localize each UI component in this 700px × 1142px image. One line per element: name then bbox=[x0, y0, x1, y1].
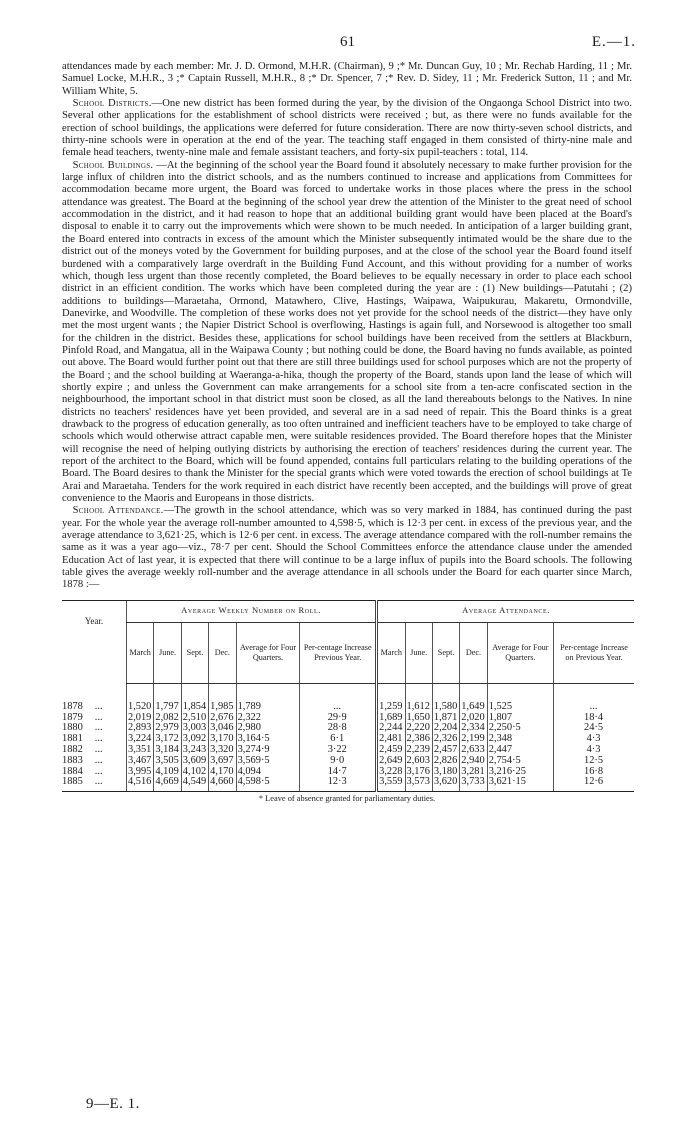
row-year bbox=[62, 777, 127, 791]
leader-dots: ... bbox=[94, 700, 103, 712]
roll-cell-2: 4,549 bbox=[181, 777, 208, 791]
year-value: 1881 bbox=[62, 733, 83, 745]
leader-dots: ... bbox=[94, 722, 103, 734]
roll-cell-3: 3,697 bbox=[209, 756, 236, 767]
text-school-buildings: —At the beginning of the school year the Board found it absolutely necessary to make further provision for the large influx of children into the district schools, and as the numbers continued to increase and applications from Committees for accommodation became more urgent, the Board was forced to undertake works in those places where the press in the school attendance was greatest. The Board at the beginning of the school year drew the attention of the Minister to the great need of school accommodation in the district, and it had reason to hope that an additional building grant would have been placed at the Board's disposal to enable it to carry out the improvements which were shown to be much needed. In anticipation of a larger building grant, the Board entered into contracts in excess of the amount which the Minister subsequently intimated would be the share due to the district out of the moneys voted by the Government for building purposes, and at the close of the school year the Board found itself burdened with a comparatively large overdraft in the Building Fund Account, and this without providing for a number of works which, though less urgent than those recently completed, the Board believes to be equally necessary in order to place each school district in an efficient condition. The works which have been completed during the year are : (1) New buildings—Patutahi ; (2) additions to buildings—Maraetaha, Ormond, Matawhero, Clive, Hastings, Waipawa, Waipukurau, Makaretu, Ormondville, Danevirke, and Woodville. The completion of these works does not yet provide for the school needs of the district—they have only met the most urgent wants ; the Napier District School is overflowing, Hastings is again full, and Norsewood is altogether too small for the children in the district. Besides these, applications for school buildings have been received from the settlers at Blackburn, Pinfold Road, and Mangatua, all in the Waipawa County ; but nothing could be done, the Board having no funds available, as pointed out above. The Board would further point out that there are still three buildings used for school purposes which are not the property of the Board ; and the school building at Waeranga-a-hika, though the property of the Board, stands upon land the lease of which will shortly expire ; and unless the Government can make arrangements for a school site from a ten-acre confiscated section in the neighbourhood, the important school in that district must soon be closed, as all the land thereabouts belongs to the Natives. In nine districts no teachers' residences have yet been provided, and several are in a sad need of repair. This the Board thinks is a great drawback to the progress of education generally, as too often untrained and inefficient teachers have to be employed to take charge of schools which would otherwise attract capable men, were suitable residences provided. The Board therefore hopes that the Minister will recognise the need of helping outlying districts by authorising the erection of teachers' residences during the current year. The report of the architect to the Board, which will be found appended, contains full particulars relating to the building operations of the Board. The Board desires to thank the Minister for the special grants which were voted towards the erection of school buildings at Te Arai and Maraetaha. Tenders for the work required in each district have recently been accepted, and the buildings will prove of great convenience to the Maoris and Europeans in those districts. bbox=[62, 159, 632, 505]
roll-cell-2: 3,092 bbox=[181, 734, 208, 745]
att-cell-1: 2,386 bbox=[405, 734, 432, 745]
att-cell-4: 2,250·5 bbox=[487, 723, 553, 734]
att-cell-5: 4·3 bbox=[554, 734, 634, 745]
year-value: 1878 bbox=[62, 700, 83, 712]
att-cell-2: 1,871 bbox=[432, 713, 459, 724]
page-header bbox=[62, 34, 636, 56]
footnote: * Leave of absence granted for parliamentary duties. bbox=[258, 794, 436, 804]
roll-cell-1: 2,979 bbox=[154, 723, 181, 734]
row-year bbox=[62, 683, 127, 712]
roll-cell-3: 3,170 bbox=[209, 734, 236, 745]
header-att-march: March bbox=[377, 622, 405, 683]
header-year: Year. bbox=[62, 600, 127, 683]
roll-cell-3: 1,985 bbox=[209, 683, 236, 712]
roll-cell-2: 3,609 bbox=[181, 756, 208, 767]
att-cell-2: 2,457 bbox=[432, 745, 459, 756]
table-body bbox=[62, 683, 634, 791]
heading-school-attendance: School Attendance. bbox=[72, 505, 164, 517]
att-cell-5: 16·8 bbox=[554, 767, 634, 778]
leader-dots: ... bbox=[94, 776, 103, 788]
header-att-average: Average for Four Quarters. bbox=[487, 622, 553, 683]
roll-cell-1: 4,109 bbox=[154, 767, 181, 778]
roll-cell-0: 3,995 bbox=[127, 767, 154, 778]
roll-cell-5: 29·9 bbox=[300, 713, 377, 724]
roll-cell-5: 6·1 bbox=[300, 734, 377, 745]
year-value: 1885 bbox=[62, 776, 83, 788]
att-cell-4: 2,348 bbox=[487, 734, 553, 745]
table-row bbox=[62, 756, 634, 767]
roll-cell-2: 2,510 bbox=[181, 713, 208, 724]
roll-cell-0: 2,019 bbox=[127, 713, 154, 724]
roll-cell-3: 3,046 bbox=[209, 723, 236, 734]
roll-cell-1: 1,797 bbox=[154, 683, 181, 712]
att-cell-4: 1,807 bbox=[487, 713, 553, 724]
page bbox=[62, 34, 636, 804]
att-cell-1: 2,239 bbox=[405, 745, 432, 756]
roll-cell-1: 3,184 bbox=[154, 745, 181, 756]
att-cell-4: 3,621·15 bbox=[487, 777, 553, 791]
att-cell-0: 3,228 bbox=[377, 767, 405, 778]
text-school-attendance: —The growth in the school attendance, which was so very marked in 1884, has continued during the past year. For the whole year the average roll-number amounted to 4,598·5, which is 12·3 per cent. in excess of the previous year, and the average attendance to 3,621·25, which is 12·6 per cent. in excess. The average attendance compared with the roll-number remains the same as it was a year ago—viz., 78·7 per cent. Should the School Committees enforce the attendance clause under the amended Education Act of last year, it is expected that there will continue to be a large influx of pupils into the Board schools. The following table gives the average weekly roll-number and the average attendance in all schools under the Board for each quarter since March, 1878 :— bbox=[62, 505, 632, 591]
roll-cell-0: 1,520 bbox=[127, 683, 154, 712]
page-reference: E.—1. bbox=[591, 34, 636, 50]
att-cell-3: 2,020 bbox=[460, 713, 487, 724]
roll-cell-3: 2,676 bbox=[209, 713, 236, 724]
roll-cell-3: 4,660 bbox=[209, 777, 236, 791]
att-cell-2: 1,580 bbox=[432, 683, 459, 712]
roll-cell-3: 3,320 bbox=[209, 745, 236, 756]
heading-school-buildings: School Buildings. bbox=[72, 159, 154, 171]
roll-cell-1: 3,505 bbox=[154, 756, 181, 767]
att-cell-2: 3,180 bbox=[432, 767, 459, 778]
att-cell-2: 2,826 bbox=[432, 756, 459, 767]
roll-cell-5: 9·0 bbox=[300, 756, 377, 767]
att-cell-5: 18·4 bbox=[554, 713, 634, 724]
att-cell-3: 2,633 bbox=[460, 745, 487, 756]
att-cell-1: 1,612 bbox=[405, 683, 432, 712]
att-cell-3: 2,199 bbox=[460, 734, 487, 745]
header-roll-sept: Sept. bbox=[181, 622, 208, 683]
report-body bbox=[62, 61, 632, 592]
roll-cell-5: 12·3 bbox=[300, 777, 377, 791]
att-cell-1: 3,573 bbox=[405, 777, 432, 791]
leader-dots: ... bbox=[94, 765, 103, 777]
paragraph-attendances: attendances made by each member: Mr. J. D. Ormond, M.H.R. (Chairman), 9 ;* Mr. Duncan Guy, 10 ; Mr. Rechab Harding, 11 ; Mr. Samuel Locke, M.H.R., 3 ;* Captain Russell, M.H.R., 8 ;* Dr. Spencer, 7 ;* Rev. D. Sidey, 11 ; Mr. Frederick Sutton, 11 ; and Mr. William White, 5. bbox=[62, 61, 632, 97]
table-row bbox=[62, 777, 634, 791]
group-header-attendance: Average Attendance. bbox=[377, 600, 634, 622]
roll-cell-0: 3,351 bbox=[127, 745, 154, 756]
header-roll-percentage: Per-centage Increase Previous Year. bbox=[300, 622, 377, 683]
att-cell-3: 3,733 bbox=[460, 777, 487, 791]
header-roll-average: Average for Four Quarters. bbox=[236, 622, 300, 683]
att-cell-3: 3,281 bbox=[460, 767, 487, 778]
year-value: 1882 bbox=[62, 743, 83, 755]
group-header-roll: Average Weekly Number on Roll. bbox=[127, 600, 377, 622]
att-cell-5: 4·3 bbox=[554, 745, 634, 756]
att-cell-0: 1,689 bbox=[377, 713, 405, 724]
att-cell-0: 2,244 bbox=[377, 723, 405, 734]
roll-cell-2: 4,102 bbox=[181, 767, 208, 778]
roll-cell-4: 4,094 bbox=[236, 767, 300, 778]
roll-cell-4: 2,322 bbox=[236, 713, 300, 724]
leader-dots: ... bbox=[94, 743, 103, 755]
att-cell-1: 1,650 bbox=[405, 713, 432, 724]
roll-cell-5: 3·22 bbox=[300, 745, 377, 756]
roll-cell-5: ... bbox=[300, 683, 377, 712]
att-cell-1: 2,603 bbox=[405, 756, 432, 767]
att-cell-1: 2,220 bbox=[405, 723, 432, 734]
roll-cell-4: 3,164·5 bbox=[236, 734, 300, 745]
att-cell-0: 2,649 bbox=[377, 756, 405, 767]
roll-cell-5: 28·8 bbox=[300, 723, 377, 734]
header-roll-dec: Dec. bbox=[209, 622, 236, 683]
roll-cell-4: 4,598·5 bbox=[236, 777, 300, 791]
att-cell-0: 1,259 bbox=[377, 683, 405, 712]
att-cell-5: ... bbox=[554, 683, 634, 712]
roll-cell-4: 3,274·9 bbox=[236, 745, 300, 756]
header-roll-march: March bbox=[127, 622, 154, 683]
att-cell-0: 2,459 bbox=[377, 745, 405, 756]
header-att-sept: Sept. bbox=[432, 622, 459, 683]
att-cell-4: 3,216·25 bbox=[487, 767, 553, 778]
header-att-percentage: Per-centage Increase on Previous Year. bbox=[554, 622, 634, 683]
paragraph-school-buildings bbox=[62, 160, 632, 506]
roll-cell-1: 2,082 bbox=[154, 713, 181, 724]
roll-cell-1: 4,669 bbox=[154, 777, 181, 791]
attendance-table bbox=[62, 600, 634, 792]
att-cell-3: 2,940 bbox=[460, 756, 487, 767]
page-number: 61 bbox=[340, 34, 355, 50]
year-value: 1880 bbox=[62, 722, 83, 734]
att-cell-0: 3,559 bbox=[377, 777, 405, 791]
year-value: 1883 bbox=[62, 754, 83, 766]
att-cell-4: 2,754·5 bbox=[487, 756, 553, 767]
leader-dots: ... bbox=[94, 754, 103, 766]
att-cell-1: 3,176 bbox=[405, 767, 432, 778]
roll-cell-5: 14·7 bbox=[300, 767, 377, 778]
att-cell-3: 2,334 bbox=[460, 723, 487, 734]
year-value: 1879 bbox=[62, 711, 83, 723]
att-cell-2: 2,204 bbox=[432, 723, 459, 734]
leader-dots: ... bbox=[94, 733, 103, 745]
paragraph-school-attendance bbox=[62, 505, 632, 591]
roll-cell-1: 3,172 bbox=[154, 734, 181, 745]
roll-cell-0: 3,224 bbox=[127, 734, 154, 745]
att-cell-5: 24·5 bbox=[554, 723, 634, 734]
header-roll-june: June. bbox=[154, 622, 181, 683]
att-cell-5: 12·5 bbox=[554, 756, 634, 767]
roll-cell-3: 4,170 bbox=[209, 767, 236, 778]
att-cell-2: 3,620 bbox=[432, 777, 459, 791]
document-signature: 9—E. 1. bbox=[86, 1096, 140, 1112]
year-value: 1884 bbox=[62, 765, 83, 777]
header-att-dec: Dec. bbox=[460, 622, 487, 683]
att-cell-2: 2,326 bbox=[432, 734, 459, 745]
header-att-june: June. bbox=[405, 622, 432, 683]
roll-cell-4: 3,569·5 bbox=[236, 756, 300, 767]
roll-cell-0: 4,516 bbox=[127, 777, 154, 791]
text-school-districts: —One new district has been formed during the year, by the division of the Ongaonga School District into two. Several other applications for the establishment of school districts were received ; but, as there were no funds available for the erection of school buildings, the applications were deferred for future consideration. There are now thirty-seven school districts, and thirty-nine schools were in operation at the end of the year. The teaching staff engaged in them consisted of thirty-nine male and female head teachers, twenty-nine male and female assistant teachers, and forty-six pupil-teachers : total, 114. bbox=[62, 98, 632, 159]
att-cell-3: 1,649 bbox=[460, 683, 487, 712]
roll-cell-4: 1,789 bbox=[236, 683, 300, 712]
att-cell-5: 12·6 bbox=[554, 777, 634, 791]
roll-cell-0: 3,467 bbox=[127, 756, 154, 767]
roll-cell-2: 3,243 bbox=[181, 745, 208, 756]
roll-cell-2: 3,003 bbox=[181, 723, 208, 734]
leader-dots: ... bbox=[94, 711, 103, 723]
roll-cell-2: 1,854 bbox=[181, 683, 208, 712]
paragraph-school-districts bbox=[62, 98, 632, 160]
heading-school-districts: School Districts. bbox=[72, 98, 152, 110]
att-cell-0: 2,481 bbox=[377, 734, 405, 745]
att-cell-4: 1,525 bbox=[487, 683, 553, 712]
roll-cell-4: 2,980 bbox=[236, 723, 300, 734]
table-row bbox=[62, 683, 634, 712]
roll-cell-0: 2,893 bbox=[127, 723, 154, 734]
att-cell-4: 2,447 bbox=[487, 745, 553, 756]
